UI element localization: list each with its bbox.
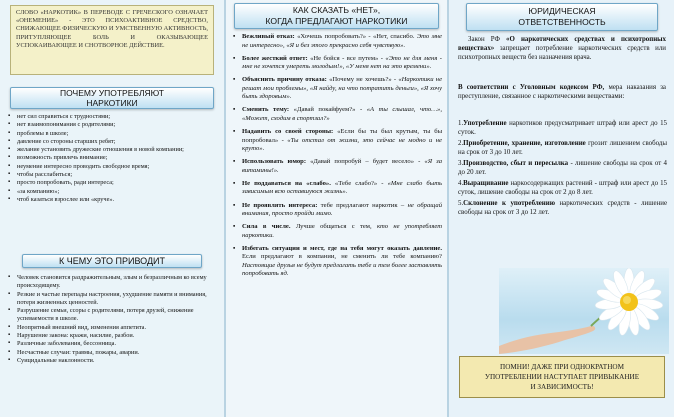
list-item: ▪ Человек становится раздражительным, злым и безразличным ко всему происходящему.	[8, 274, 216, 291]
daisy-icon	[499, 268, 669, 354]
list-item: ▪ Сила в числе. Лучше общаться с тем, кто не употребляет наркотики.	[232, 223, 442, 240]
notice-line: ПОМНИ! ДАЖЕ ПРИ ОДНОКРАТНОМ	[500, 363, 624, 371]
column-legal	[449, 0, 674, 417]
why-list	[8, 113, 216, 204]
notice-line: И ЗАВИСИМОСТЬ!	[530, 383, 594, 391]
column-definition	[0, 0, 226, 417]
why-heading	[10, 87, 214, 109]
list-item: ▪ Более жесткий ответ: «Не бойся - все путем» - «Это не для меня - мне не хочется умереть молодым!», «У меня нет на это времени».	[232, 55, 442, 72]
list-item: 2.Приобретение, хранение, изготовление грозит лишением свободы на срок от 3 до 10 лет.	[458, 139, 667, 156]
list-item: ▪ нет взаимопонимания с родителями;	[8, 121, 216, 129]
law-paragraph: Закон РФ «О наркотических средствах и психотропных веществах» запрещает потребление наркотических средств или психотропных веществ без назначения врача.	[458, 36, 667, 61]
why-heading-text: ПОЧЕМУ УПОТРЕБЛЯЮТ НАРКОТИКИ	[60, 88, 164, 108]
list-item: ▪ Несчастные случаи: травмы, пожары, аварии.	[8, 349, 216, 357]
list-item: 3.Производство, сбыт и пересылка - лишение свободы на срок от 4 до 20 лет.	[458, 159, 667, 176]
list-item: ▪ возможность привлечь внимание;	[8, 154, 216, 162]
list-item: ▪ Не поддаваться на «слабо». «Тебе слабо?» - «Мне слабо быть зависимым всю оставшуюся жизнь».	[232, 180, 442, 197]
list-item: ▪ Надавить со своей стороны: «Если бы ты был крутым, ты бы попробовал» - «Ты отстал от жизни, это сейчас не модно и не круто».	[232, 128, 442, 154]
list-item: 4.Выращивание наркосодержащих растений - штраф или арест до 15 суток, лишение свободы на срок от 2 до 8 лет.	[458, 179, 667, 196]
list-item: 1.Употребление наркотиков предусматривает штраф или арест до 15 суток.	[458, 120, 667, 136]
list-item: ▪ нет сил справиться с трудностями;	[8, 113, 216, 121]
list-item: ▪ «за компанию»;	[8, 188, 216, 196]
leads-list	[8, 274, 216, 365]
penalties-list	[458, 120, 667, 220]
say-no-heading-line1: КАК СКАЗАТЬ «НЕТ»,	[292, 5, 381, 15]
warning-notice	[459, 356, 665, 398]
list-item: ▪ Разрушение семьи, ссоры с родителями, потеря друзей, снижение успеваемости в школе.	[8, 307, 216, 324]
list-item: ▪ проблемы в школе;	[8, 130, 216, 138]
list-item: ▪ Вежливый отказ: «Хочешь попробовать?» - «Нет, спасибо. Это мне не интересно», «Я и без этого прекрасно себя чувствую».	[232, 33, 442, 50]
legal-heading	[466, 3, 658, 31]
legal-heading-line2: ОТВЕТСТВЕННОСТЬ	[518, 17, 606, 27]
list-item: ▪ давление со стороны старших ребят;	[8, 138, 216, 146]
say-no-heading-line2: КОГДА ПРЕДЛАГАЮТ НАРКОТИКИ	[265, 16, 408, 26]
definition-box: СЛОВО «НАРКОТИК» В ПЕРЕВОДЕ С ГРЕЧЕСКОГО ОЗНАЧАЕТ «ОНЕМЕНИЕ» - ЭТО ПСИХОАКТИВНОЕ СРЕДСТВО, СНИЖАЮЩЕЕ ФИЗИЧЕСКУЮ И УМСТВЕННУЮ АКТИВНОСТЬ, ПРИТУПЛЯЮЩЕЕ БОЛЬ И ОКАЗЫВАЮЩЕЕ УСПОКАИВАЮЩЕЕ И СНОТВОРНОЕ ДЕЙСТВИЕ.	[10, 5, 214, 75]
list-item: ▪ Различные заболевания, бессонница.	[8, 340, 216, 348]
list-item: ▪ неумение интересно проводить свободное время;	[8, 163, 216, 171]
say-no-list	[232, 33, 442, 284]
list-item: ▪ желание установить дружеские отношения в новой компании;	[8, 146, 216, 154]
list-item: ▪ Нарушение закона: кражи, насилие, разбои.	[8, 332, 216, 340]
criminal-code-paragraph: В соответствии с Уголовным кодексом РФ, мера наказания за преступление, связанное с наркотическими веществами:	[458, 84, 666, 100]
leads-heading: К ЧЕМУ ЭТО ПРИВОДИТ	[22, 254, 202, 268]
list-item: ▪ Резкие и частые перепады настроения, ухудшение памяти и внимания, потеря жизненных ценностей.	[8, 291, 216, 308]
list-item: ▪ Объяснить причину отказа: «Почему не хочешь?» - «Наркотики не решат мои проблемы», «Я найду, на что потратить деньги», «Я хочу быть здоровым».	[232, 76, 442, 102]
column-say-no	[226, 0, 449, 417]
list-item: ▪ Избегать ситуации и мест, где на тебя могут оказать давление. Если предлагают в компании, не сменить ли тебе компанию? Настоящие друзья не будут предлагать тебе и тем более заставлять попробовать яд.	[232, 245, 442, 279]
notice-line: УПОТРЕБЛЕНИИ НАСТУПАЕТ ПРИВЫКАНИЕ	[484, 373, 640, 381]
daisy-hand-photo	[499, 268, 669, 354]
list-item: ▪ Не проявлять интереса: тебе предлагают наркотик – не обращай внимания, просто пройди мимо.	[232, 202, 442, 219]
list-item: 5.Склонение к употреблению наркотических средств - лишение свободы на срок от 3 до 12 лет.	[458, 199, 668, 216]
list-item: ▪ Использовать юмор: «Давай попробуй – будет весело» - «Я за витамины!».	[232, 158, 442, 175]
list-item: ▪ Суицидальные наклонности.	[8, 357, 216, 365]
say-no-heading	[234, 3, 439, 29]
list-item: ▪ чтоб казаться взрослее или «круче».	[8, 196, 216, 204]
legal-heading-line1: ЮРИДИЧЕСКАЯ	[528, 6, 596, 16]
list-item: ▪ Сменить тему: «Давай покайфуем?» - «А ты слышал, что…», «Может, сходим в спортзал?»	[232, 106, 442, 123]
list-item: ▪ чтобы расслабиться;	[8, 171, 216, 179]
list-item: ▪ Неопрятный внешний вид, изменения аппетита.	[8, 324, 216, 332]
list-item: ▪ просто попробовать, ради интереса;	[8, 179, 216, 187]
